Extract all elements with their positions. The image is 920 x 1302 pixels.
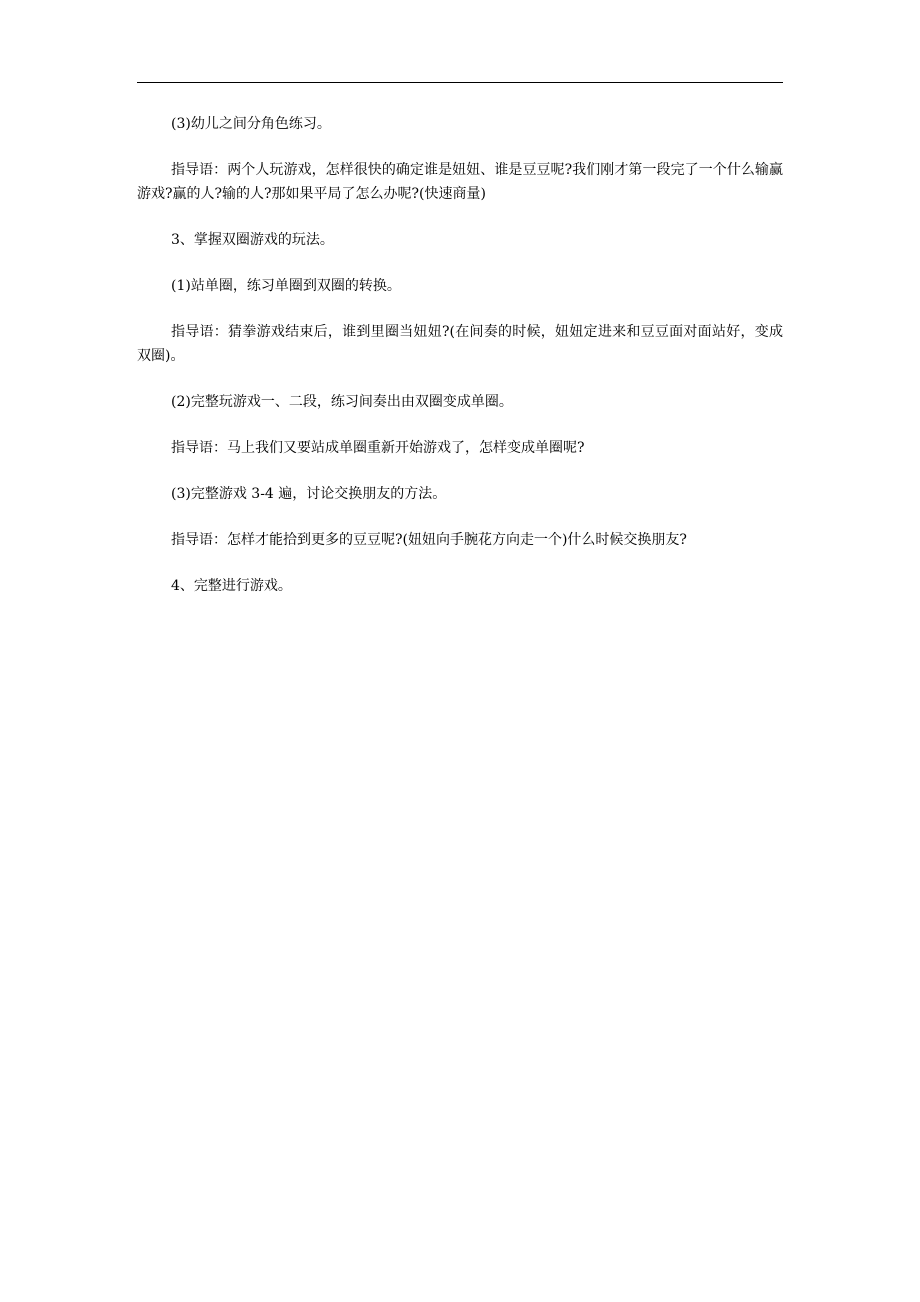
paragraph-guidance-single-circle: 指导语：马上我们又要站成单圈重新开始游戏了，怎样变成单圈呢? [171,440,585,456]
paragraph-role-practice: (3)幼儿之间分角色练习。 [171,116,331,132]
paragraph-guidance-exchange: 指导语：怎样才能拾到更多的豆豆呢?(妞妞向手腕花方向走一个)什么时候交换朋友? [171,532,687,548]
paragraph-repeat-game: (3)完整游戏 3-4 遍，讨论交换朋友的方法。 [171,486,447,502]
header-rule [137,82,783,83]
paragraph-section-3-heading: 3、掌握双圈游戏的玩法。 [171,232,334,248]
document-body [137,112,783,598]
paragraph-complete-game-parts: (2)完整玩游戏一、二段，练习间奏出由双圈变成单圈。 [171,394,513,410]
paragraph-section-4-heading: 4、完整进行游戏。 [171,578,292,594]
paragraph-guidance-inner-circle: 指导语：猜拳游戏结束后，谁到里圈当妞妞?(在间奏的时候，妞妞定进来和豆豆面对面站好，变成双圈)。 [137,324,783,364]
paragraph-guidance-roles: 指导语：两个人玩游戏，怎样很快的确定谁是妞妞、谁是豆豆呢?我们刚才第一段完了一个什么输赢游戏?赢的人?输的人?那如果平局了怎么办呢?(快速商量) [137,162,783,202]
paragraph-single-circle: (1)站单圈，练习单圈到双圈的转换。 [171,278,401,294]
